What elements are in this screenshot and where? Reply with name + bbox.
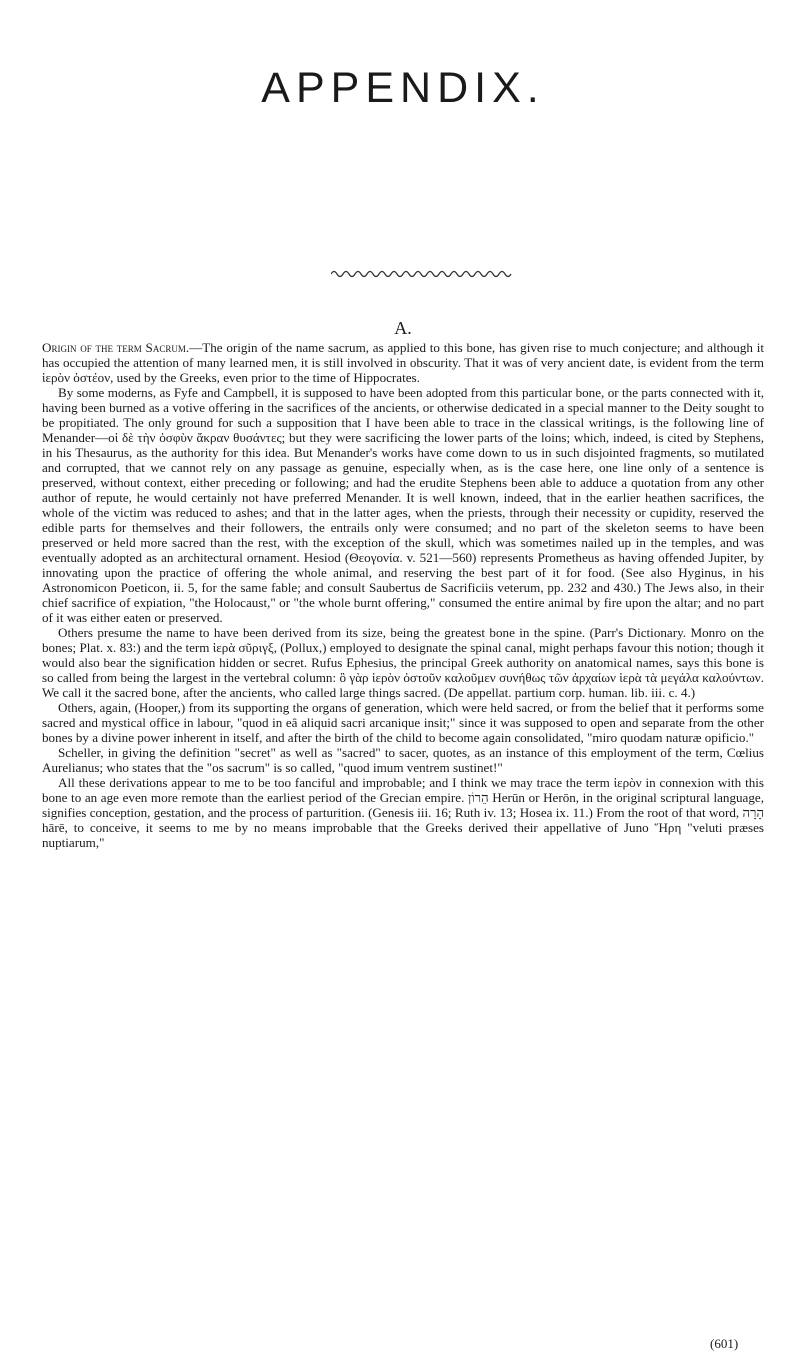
- page-number: (601): [710, 1336, 739, 1351]
- paragraph: [42, 340, 764, 385]
- lead-term: Origin of the term Sacrum.: [42, 340, 190, 355]
- paragraph: By some moderns, as Fyfe and Campbell, it is supposed to have been adopted from this particular bone, or the parts connected with it, having been burned as a votive offering in the sacrifices of the ancients, or otherwise dedicated in a special manner to the Deity sought to be propitiated. The only ground for such a supposition that I have been able to trace in the classical writings, is the following line of Menander—οἱ δὲ τὴν ὀσφὺν ἄκραν θυσάντες; but they were sacrificing the lower parts of the loins; which, indeed, is cited by Stephens, in his Thesaurus, as the authority for this idea. But Menander's works have come down to us in such disjointed fragments, so mutilated and corrupted, that we cannot rely on any passage as genuine, especially when, as is the case here, one line only of a sentence is preserved, without context, either preceding or following; and had the erudite Stephens been able to adduce a quotation from any other author of repute, he would certainly not have preferred Menander. It is well known, indeed, that in the earlier heathen sacrifices, the whole of the victim was reduced to ashes; and that in the latter ages, when the priests, through their necessity or cupidity, reserved the edible parts for themselves and their followers, the entrails only were consumed; and no part of the skeleton seems to have been preserved or held more sacred than the rest, with the exception of the skull, which was sometimes nailed up in the temples, and was eventually adopted as an architectural ornament. Hesiod (Θεογονία. v. 521—560) represents Prometheus as having offended Jupiter, by innovating upon the practice of offering the whole animal, and reserving the best part of it for food. (See also Hyginus, in his Astronomicon Poeticon, ii. 5, for the same fable; and consult Saubertus de Sacrificiis veterum, pp. 232 and 430.) The Jews also, in their chief sacrifice of expiation, "the Holocaust," or "the whole burnt offering," consumed the entire animal by fire upon the altar; and no part of it was either eaten or preserved.: [42, 385, 764, 625]
- paragraph: Scheller, in giving the definition "secret" as well as "sacred" to sacer, quotes, as an instance of this employment of the term, Cœlius Aurelianus; who states that the "os sacrum" is so called, "quod imum ventrem sustinet!": [42, 745, 764, 775]
- appendix-page: [42, 0, 764, 1359]
- appendix-body: [42, 340, 764, 850]
- wavy-divider: [331, 268, 513, 280]
- section-letter: A.: [394, 318, 412, 338]
- paragraph: Others, again, (Hooper,) from its supporting the organs of generation, which were held sacred, or from the belief that it performs some sacred and mystical office in labour, "quod in eâ aliquid sacri arcanique insit;" since it was supposed to open and separate from the other bones by a divine power inherent in itself, and after the birth of the child to become again consolidated, "miro quodam naturæ opificio.": [42, 700, 764, 745]
- paragraph: Others presume the name to have been derived from its size, being the greatest bone in the spine. (Parr's Dictionary. Monro on the bones; Plat. x. 83:) and the term ἱερὰ σῦριγξ, (Pollux,) employed to designate the spinal canal, might perhaps favour this notion; though it would also bear the signification hidden or secret. Rufus Ephesius, the principal Greek authority on anatomical names, says this bone is so called from being the largest in the vertebral column: ὃ γὰρ ἱερὸν ὀστοῦν καλοῦμεν συνήθως τῶν ἀρχαίων ἱερὰ τὰ μεγάλα καλούντων. We call it the sacred bone, after the ancients, who called large things sacred. (De appellat. partium corp. human. lib. iii. c. 4.): [42, 625, 764, 700]
- paragraph-text: —The origin of the name sacrum, as applied to this bone, has given rise to much conjecture; and although it has occupied the attention of many learned men, it is still involved in obscurity. That it was of very ancient date, is evident from the term ἱερὸν ὀστέον, used by the Greeks, even prior to the time of Hippocrates.: [42, 340, 764, 385]
- appendix-heading: APPENDIX.: [261, 64, 545, 112]
- paragraph: All these derivations appear to me to be too fanciful and improbable; and I think we may trace the term ἱερὸν in connexion with this bone to an age even more remote than the earliest period of the Grecian empire. הֵרוֹן Herūn or Herōn, in the original scriptural language, signifies conception, gestation, and the process of parturition. (Genesis iii. 16; Ruth iv. 13; Hosea ix. 11.) From the root of that word, הָרָה hārē, to conceive, it seems to me by no means improbable that the Greeks derived their appellative of Juno Ἥρη "veluti præses nuptiarum,": [42, 775, 764, 850]
